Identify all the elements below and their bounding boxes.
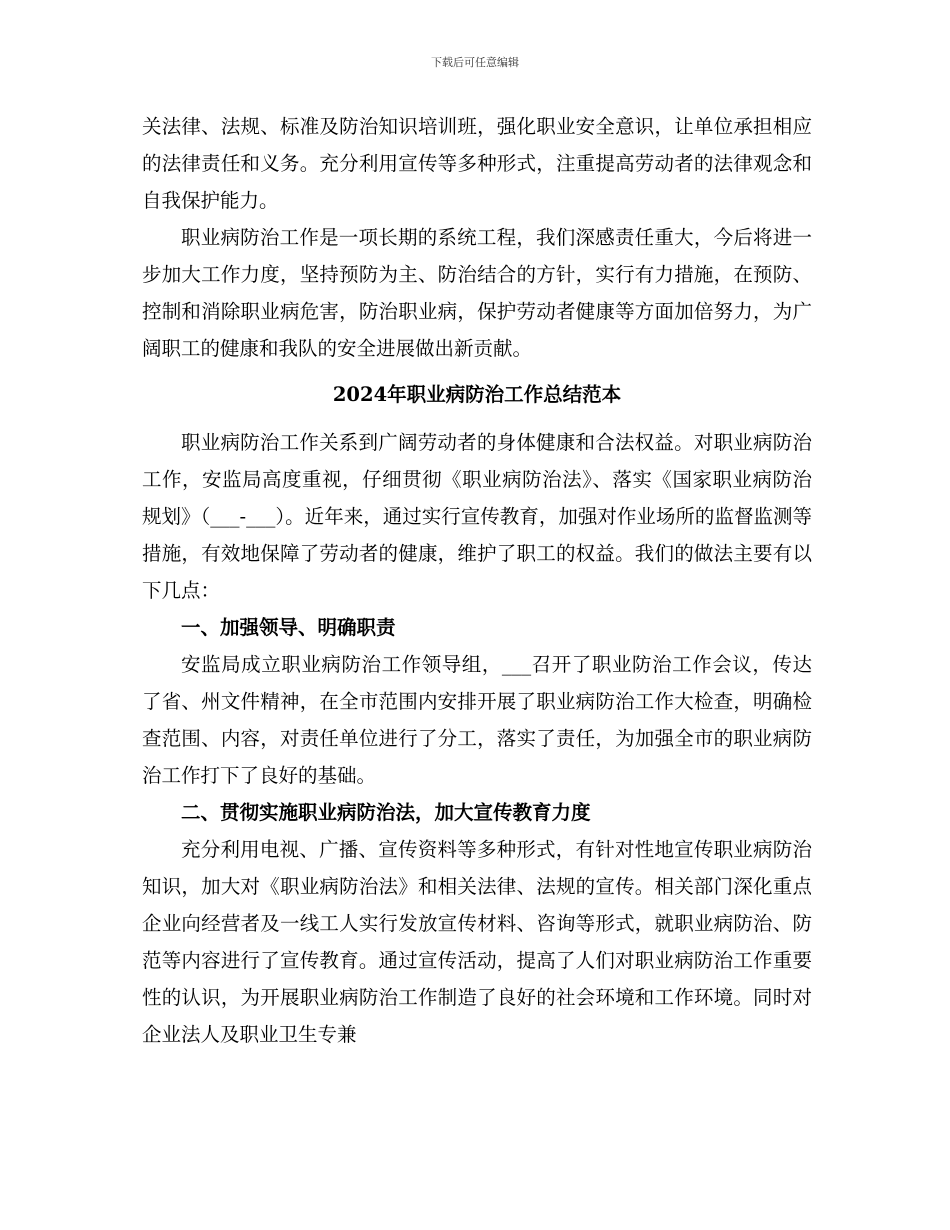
paragraph-section-2: 充分利用电视、广播、宣传资料等多种形式，有针对性地宣传职业病防治知识，加大对《职业病防治法》和相关法律、法规的宣传。相关部门深化重点企业向经营者及一线工人实行发放宣传材料、咨询等形式，就职业病防治、防范等内容进行了宣传教育。通过宣传活动，提高了人们对职业病防治工作重要性的认识，为开展职业病防治工作制造了良好的社会环境和工作环境。同时对企业法人及职业卫生专兼 [142,838,812,1046]
paragraph-continued: 关法律、法规、标准及防治知识培训班，强化职业安全意识，让单位承担相应的法律责任和义务。充分利用宣传等多种形式，注重提高劳动者的法律观念和自我保护能力。 [142,115,812,212]
paragraph-conclusion: 职业病防治工作是一项长期的系统工程，我们深感责任重大，今后将进一步加大工作力度，坚持预防为主、防治结合的方针，实行有力措施，在预防、控制和消除职业病危害，防治职业病，保护劳动者健康等方面加倍努力，为广阔职工的健康和我队的安全进展做出新贡献。 [142,226,812,360]
page-header: 下载后可任意编辑 [431,56,519,69]
section-heading-1: 一、加强领导、明确职责 [181,616,396,639]
paragraph-intro: 职业病防治工作关系到广阔劳动者的身体健康和合法权益。对职业病防治工作，安监局高度重视，仔细贯彻《职业病防治法》、落实《国家职业病防治规划》（___-___）。近年来，通过实行宣传教育，加强对作业场所的监督监测等措施，有效地保障了劳动者的健康，维护了职工的权益。我们的做法主要有以下几点： [142,431,812,602]
document-body [142,108,812,1053]
paragraph-section-1: 安监局成立职业病防治工作领导组，___召开了职业防治工作会议，传达了省、州文件精神，在全市范围内安排开展了职业病防治工作大检查，明确检查范围、内容，对责任单位进行了分工，落实了责任，为加强全市的职业病防治工作打下了良好的基础。 [142,653,812,787]
document-title: 2024年职业病防治工作总结范本 [332,383,622,406]
section-heading-2: 二、贯彻实施职业病防治法，加大宣传教育力度 [181,801,591,824]
